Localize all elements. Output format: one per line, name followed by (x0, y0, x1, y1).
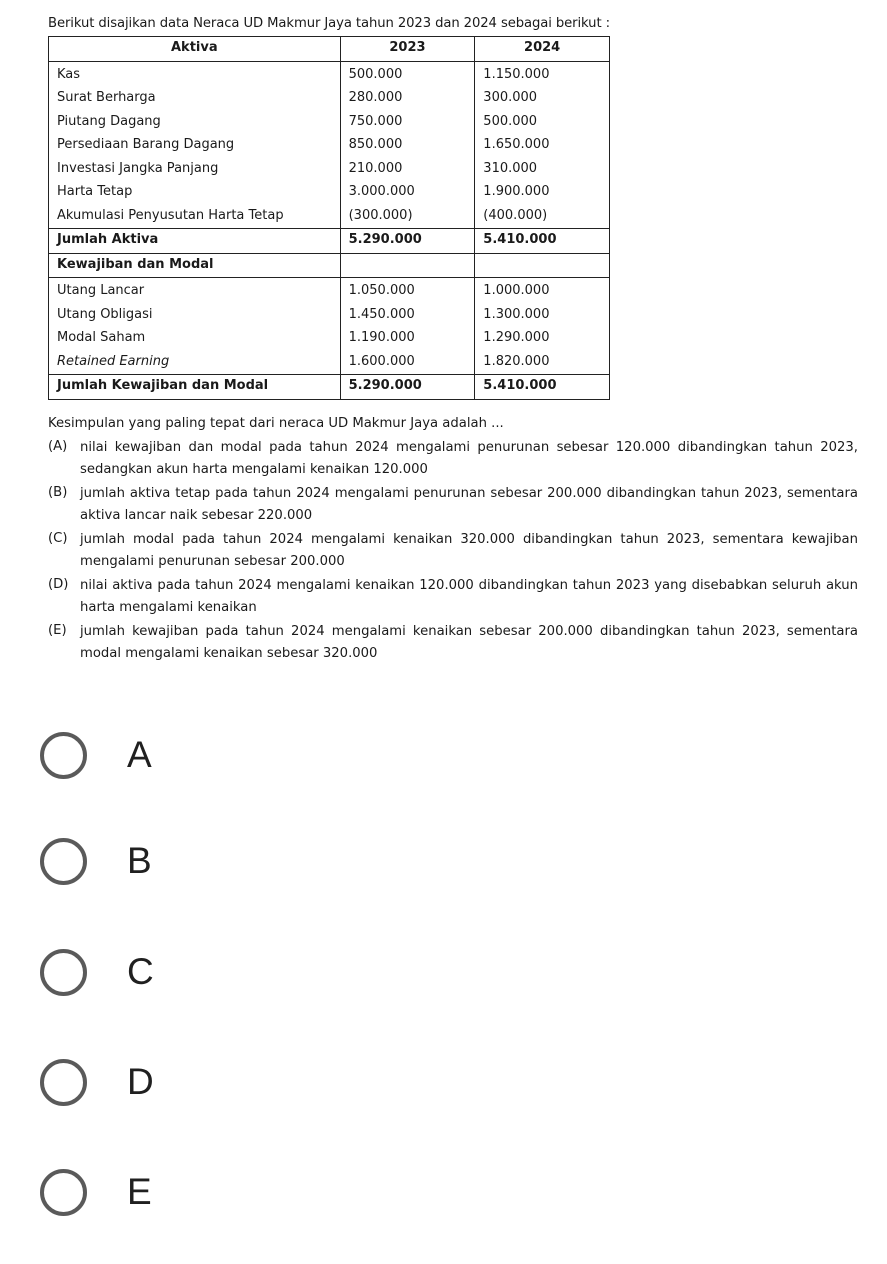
option-letter: (E) (48, 622, 67, 638)
answer-label: D (127, 1061, 154, 1102)
row-label: Jumlah Aktiva (49, 229, 341, 254)
total-kewajiban-row (49, 375, 610, 400)
row-label: Harta Tetap (49, 181, 341, 205)
table-row (49, 87, 610, 111)
header-2023: 2023 (340, 37, 475, 62)
row-label: Modal Saham (49, 327, 341, 351)
option-c (48, 529, 858, 573)
option-text: nilai aktiva pada tahun 2024 mengalami kenaikan 120.000 dibandingkan tahun 2023 yang disebabkan seluruh akun harta mengalami kenaikan (80, 577, 858, 615)
row-value-2023: (300.000) (340, 205, 475, 229)
row-value-2024: 300.000 (475, 87, 610, 111)
row-value-2024: 1.820.000 (475, 351, 610, 375)
answer-label: A (127, 734, 152, 775)
option-e (48, 621, 858, 665)
table-row (49, 181, 610, 205)
table-row (49, 351, 610, 375)
row-value-2024: 1.650.000 (475, 134, 610, 158)
answer-choice-b[interactable] (40, 826, 340, 896)
table-header-row (49, 37, 610, 62)
answer-choice-a[interactable] (40, 720, 340, 790)
balance-sheet-table (48, 36, 610, 400)
row-value-2024: 1.150.000 (475, 61, 610, 87)
empty-cell (475, 253, 610, 278)
answer-choice-d[interactable] (40, 1047, 340, 1117)
row-label: Persediaan Barang Dagang (49, 134, 341, 158)
option-text: nilai kewajiban dan modal pada tahun 2024 mengalami penurunan sebesar 120.000 dibandingkan tahun 2023, sedangkan akun harta mengalami kenaikan 120.000 (80, 439, 858, 477)
row-value-2024: 500.000 (475, 111, 610, 135)
row-value-2024: 5.410.000 (475, 229, 610, 254)
row-value-2024: 1.900.000 (475, 181, 610, 205)
empty-cell (340, 253, 475, 278)
total-aktiva-row (49, 229, 610, 254)
question-prompt: Kesimpulan yang paling tepat dari neraca UD Makmur Jaya adalah ... (48, 415, 504, 431)
option-letter: (C) (48, 530, 68, 546)
option-d (48, 575, 858, 619)
answer-choice-c[interactable] (40, 937, 340, 1007)
row-label: Surat Berharga (49, 87, 341, 111)
row-value-2023: 3.000.000 (340, 181, 475, 205)
row-value-2023: 5.290.000 (340, 375, 475, 400)
radio-button-icon[interactable] (40, 732, 87, 779)
table-row (49, 304, 610, 328)
row-value-2023: 1.600.000 (340, 351, 475, 375)
row-value-2023: 850.000 (340, 134, 475, 158)
row-value-2024: 1.290.000 (475, 327, 610, 351)
table-row (49, 158, 610, 182)
question-intro: Berikut disajikan data Neraca UD Makmur Jaya tahun 2023 dan 2024 sebagai berikut : (48, 16, 610, 31)
row-label: Kas (49, 61, 341, 87)
row-value-2024: 1.000.000 (475, 278, 610, 304)
row-value-2023: 750.000 (340, 111, 475, 135)
answer-label: C (127, 951, 154, 992)
row-value-2024: 5.410.000 (475, 375, 610, 400)
table-row (49, 111, 610, 135)
row-label: Retained Earning (49, 351, 341, 375)
option-b (48, 483, 858, 527)
row-label: Piutang Dagang (49, 111, 341, 135)
option-text: jumlah aktiva tetap pada tahun 2024 mengalami penurunan sebesar 200.000 dibandingkan tahun 2023, sementara aktiva lancar naik sebesar 220.000 (80, 485, 858, 523)
radio-button-icon[interactable] (40, 1169, 87, 1216)
row-value-2024: 310.000 (475, 158, 610, 182)
header-aktiva: Aktiva (49, 37, 341, 62)
table-row (49, 327, 610, 351)
row-label: Investasi Jangka Panjang (49, 158, 341, 182)
row-value-2023: 5.290.000 (340, 229, 475, 254)
section-header-row (49, 253, 610, 278)
option-letter: (B) (48, 484, 68, 500)
option-letter: (D) (48, 576, 69, 592)
row-value-2023: 210.000 (340, 158, 475, 182)
option-list (48, 437, 858, 665)
answer-label: B (127, 840, 152, 881)
option-text: jumlah modal pada tahun 2024 mengalami kenaikan 320.000 dibandingkan tahun 2023, sementara kewajiban mengalami penurunan sebesar 200.000 (80, 531, 858, 569)
row-value-2023: 500.000 (340, 61, 475, 87)
row-label: Utang Lancar (49, 278, 341, 304)
row-value-2023: 1.190.000 (340, 327, 475, 351)
option-a (48, 437, 858, 481)
row-value-2023: 1.450.000 (340, 304, 475, 328)
row-label: Utang Obligasi (49, 304, 341, 328)
answer-label: E (127, 1171, 152, 1212)
row-value-2023: 280.000 (340, 87, 475, 111)
row-value-2024: (400.000) (475, 205, 610, 229)
table-row (49, 61, 610, 87)
radio-button-icon[interactable] (40, 949, 87, 996)
row-value-2023: 1.050.000 (340, 278, 475, 304)
option-letter: (A) (48, 438, 68, 454)
section-title: Kewajiban dan Modal (49, 253, 341, 278)
table-row (49, 205, 610, 229)
row-label: Akumulasi Penyusutan Harta Tetap (49, 205, 341, 229)
header-2024: 2024 (475, 37, 610, 62)
row-value-2024: 1.300.000 (475, 304, 610, 328)
table-row (49, 278, 610, 304)
question-block (48, 14, 858, 667)
table-row (49, 134, 610, 158)
row-label: Jumlah Kewajiban dan Modal (49, 375, 341, 400)
answer-choice-e[interactable] (40, 1157, 340, 1227)
option-text: jumlah kewajiban pada tahun 2024 mengalami kenaikan sebesar 200.000 dibandingkan tahun 2023, sementara modal mengalami kenaikan sebesar 320.000 (80, 623, 858, 661)
radio-button-icon[interactable] (40, 838, 87, 885)
radio-button-icon[interactable] (40, 1059, 87, 1106)
